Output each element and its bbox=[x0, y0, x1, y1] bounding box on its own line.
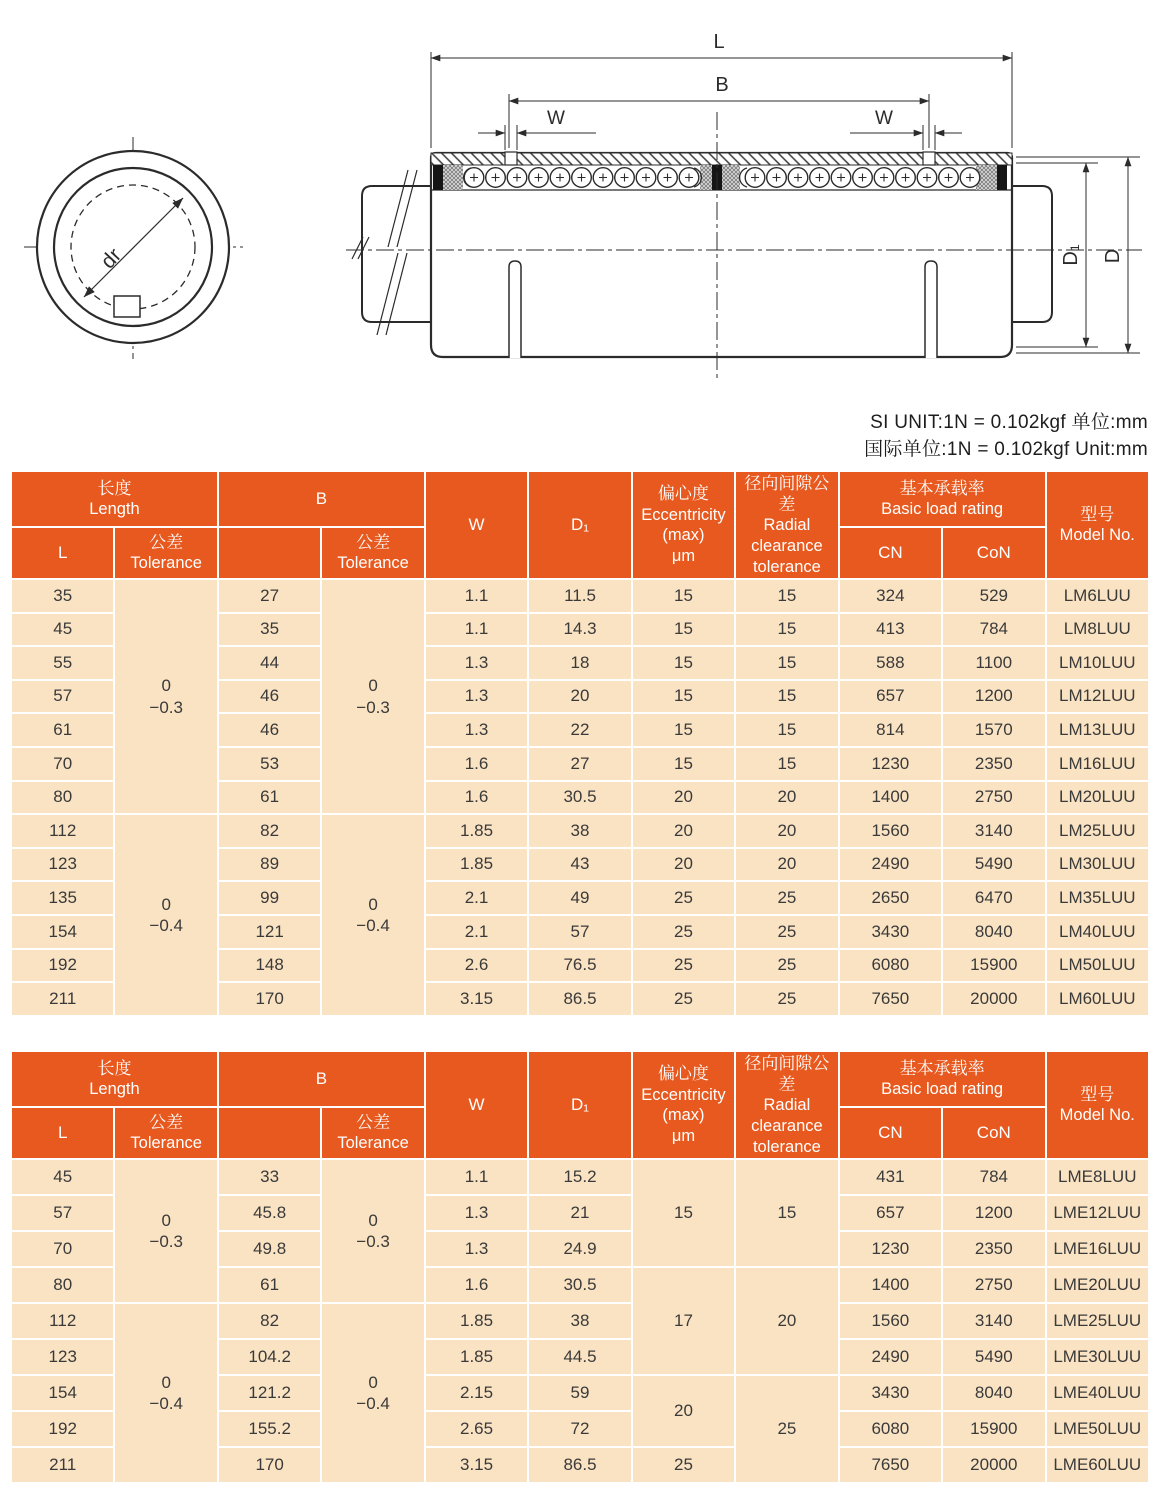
cell-l: 211 bbox=[11, 982, 114, 1016]
cell-con: 2750 bbox=[942, 781, 1045, 815]
cell-ecc: 20 bbox=[632, 848, 735, 882]
dim-label-W-left: W bbox=[547, 108, 565, 129]
seal-right bbox=[997, 165, 1007, 190]
cell-w: 1.1 bbox=[425, 579, 528, 613]
cell-radial: 20 bbox=[735, 848, 838, 882]
cell-ecc: 20 bbox=[632, 814, 735, 848]
cell-cn: 2490 bbox=[839, 1339, 942, 1375]
cell-l: 61 bbox=[11, 713, 114, 747]
cell-cn: 814 bbox=[839, 713, 942, 747]
table-row bbox=[11, 814, 1149, 848]
cell-con: 5490 bbox=[942, 1339, 1045, 1375]
cell-model: LME8LUU bbox=[1046, 1159, 1149, 1195]
cell-cn: 3430 bbox=[839, 1375, 942, 1411]
cell-d1: 44.5 bbox=[528, 1339, 631, 1375]
cell-cn: 1400 bbox=[839, 781, 942, 815]
cell-ecc: 20 bbox=[632, 781, 735, 815]
cell-con: 20000 bbox=[942, 1447, 1045, 1483]
section-view bbox=[346, 112, 1142, 379]
cell-cn: 7650 bbox=[839, 1447, 942, 1483]
cell-ecc: 15 bbox=[632, 646, 735, 680]
cell-cn: 6080 bbox=[839, 1411, 942, 1447]
cell-radial: 15 bbox=[735, 579, 838, 613]
cell-cn: 588 bbox=[839, 646, 942, 680]
th-l-tolerance: 公差 Tolerance bbox=[114, 1107, 217, 1159]
cell-radial: 20 bbox=[735, 781, 838, 815]
cell-d1: 38 bbox=[528, 814, 631, 848]
cell-b: 45.8 bbox=[218, 1195, 321, 1231]
cell-w: 1.3 bbox=[425, 1195, 528, 1231]
ball-row-right bbox=[745, 168, 980, 188]
cell-w: 1.1 bbox=[425, 1159, 528, 1195]
cell-cn: 2650 bbox=[839, 881, 942, 915]
cell-l: 80 bbox=[11, 1267, 114, 1303]
th-radial-clearance: 径向间隙公差 Radial clearance tolerance bbox=[735, 471, 838, 579]
cell-b: 44 bbox=[218, 646, 321, 680]
cell-cn: 657 bbox=[839, 1195, 942, 1231]
cell-w: 1.3 bbox=[425, 713, 528, 747]
cell-b: 53 bbox=[218, 747, 321, 781]
cell-ecc: 25 bbox=[632, 1447, 735, 1483]
cell-d1: 38 bbox=[528, 1303, 631, 1339]
th-model: 型号 Model No. bbox=[1046, 1051, 1149, 1159]
cell-cn: 7650 bbox=[839, 982, 942, 1016]
cell-l: 192 bbox=[11, 949, 114, 983]
cell-ecc: 25 bbox=[632, 982, 735, 1016]
cell-b: 89 bbox=[218, 848, 321, 882]
cell-w: 1.3 bbox=[425, 680, 528, 714]
cell-l_tol: 0 −0.4 bbox=[114, 1303, 217, 1483]
cell-w: 2.1 bbox=[425, 915, 528, 949]
cell-l: 112 bbox=[11, 1303, 114, 1339]
cell-con: 20000 bbox=[942, 982, 1045, 1016]
cell-ecc: 25 bbox=[632, 881, 735, 915]
cell-model: LM8LUU bbox=[1046, 613, 1149, 647]
cell-radial: 25 bbox=[735, 982, 838, 1016]
cell-model: LM25LUU bbox=[1046, 814, 1149, 848]
cell-b: 148 bbox=[218, 949, 321, 983]
th-d1: D₁ bbox=[528, 1051, 631, 1159]
cell-l: 135 bbox=[11, 881, 114, 915]
cell-b_tol: 0 −0.4 bbox=[321, 1303, 424, 1483]
dim-label-L: L bbox=[713, 31, 725, 53]
cell-radial: 20 bbox=[735, 1267, 838, 1375]
cell-con: 784 bbox=[942, 613, 1045, 647]
cell-cn: 1400 bbox=[839, 1267, 942, 1303]
cell-w: 3.15 bbox=[425, 982, 528, 1016]
cell-model: LME16LUU bbox=[1046, 1231, 1149, 1267]
dr-dimension-label: dr bbox=[96, 243, 127, 274]
cell-l: 55 bbox=[11, 646, 114, 680]
cell-d1: 24.9 bbox=[528, 1231, 631, 1267]
cell-model: LM20LUU bbox=[1046, 781, 1149, 815]
cell-w: 2.65 bbox=[425, 1411, 528, 1447]
cell-cn: 1560 bbox=[839, 814, 942, 848]
dim-label-D: D bbox=[1102, 248, 1124, 264]
cell-con: 1100 bbox=[942, 646, 1045, 680]
cell-l: 211 bbox=[11, 1447, 114, 1483]
cell-radial: 15 bbox=[735, 1159, 838, 1267]
cell-radial: 15 bbox=[735, 747, 838, 781]
th-l: L bbox=[11, 1107, 114, 1159]
table-row bbox=[11, 1159, 1149, 1195]
table-header bbox=[11, 471, 1149, 579]
cell-radial: 15 bbox=[735, 680, 838, 714]
th-cn: CN bbox=[839, 1107, 942, 1159]
retainer-left bbox=[443, 165, 463, 190]
units-note-line1: SI UNIT:1N = 0.102kgf 单位:mm bbox=[870, 412, 1148, 433]
cell-l: 80 bbox=[11, 781, 114, 815]
cell-cn: 324 bbox=[839, 579, 942, 613]
cell-con: 3140 bbox=[942, 814, 1045, 848]
cell-con: 529 bbox=[942, 579, 1045, 613]
cell-con: 8040 bbox=[942, 915, 1045, 949]
cell-con: 6470 bbox=[942, 881, 1045, 915]
cell-d1: 72 bbox=[528, 1411, 631, 1447]
cell-radial: 25 bbox=[735, 881, 838, 915]
cell-d1: 15.2 bbox=[528, 1159, 631, 1195]
table-body bbox=[11, 579, 1149, 1016]
cell-ecc: 17 bbox=[632, 1267, 735, 1375]
snap-ring-groove-left bbox=[505, 152, 517, 165]
th-radial-clearance: 径向间隙公差 Radial clearance tolerance bbox=[735, 1051, 838, 1159]
cell-model: LME60LUU bbox=[1046, 1447, 1149, 1483]
cell-w: 1.3 bbox=[425, 1231, 528, 1267]
cell-l: 154 bbox=[11, 1375, 114, 1411]
cell-ecc: 20 bbox=[632, 1375, 735, 1447]
cell-model: LME50LUU bbox=[1046, 1411, 1149, 1447]
seal-left bbox=[433, 165, 443, 190]
cell-l: 45 bbox=[11, 613, 114, 647]
cell-con: 3140 bbox=[942, 1303, 1045, 1339]
th-w: W bbox=[425, 1051, 528, 1159]
cell-w: 1.85 bbox=[425, 1303, 528, 1339]
cell-b: 170 bbox=[218, 1447, 321, 1483]
cell-w: 1.1 bbox=[425, 613, 528, 647]
cell-l_tol: 0 −0.3 bbox=[114, 1159, 217, 1303]
cell-model: LME30LUU bbox=[1046, 1339, 1149, 1375]
retainer-mid-right bbox=[722, 165, 740, 190]
cell-b: 46 bbox=[218, 680, 321, 714]
cell-l: 57 bbox=[11, 1195, 114, 1231]
cell-b: 27 bbox=[218, 579, 321, 613]
cell-w: 2.1 bbox=[425, 881, 528, 915]
cell-model: LM12LUU bbox=[1046, 680, 1149, 714]
cell-b: 99 bbox=[218, 881, 321, 915]
table-header bbox=[11, 1051, 1149, 1159]
th-cn: CN bbox=[839, 527, 942, 579]
cell-d1: 86.5 bbox=[528, 1447, 631, 1483]
cell-d1: 22 bbox=[528, 713, 631, 747]
table-row bbox=[11, 579, 1149, 613]
cell-d1: 59 bbox=[528, 1375, 631, 1411]
cell-model: LME25LUU bbox=[1046, 1303, 1149, 1339]
cell-con: 784 bbox=[942, 1159, 1045, 1195]
cell-b_tol: 0 −0.3 bbox=[321, 579, 424, 814]
cell-w: 3.15 bbox=[425, 1447, 528, 1483]
cell-l: 45 bbox=[11, 1159, 114, 1195]
cell-ecc: 15 bbox=[632, 680, 735, 714]
cell-w: 1.6 bbox=[425, 747, 528, 781]
bottom-slot-right bbox=[925, 261, 937, 358]
cell-model: LM6LUU bbox=[1046, 579, 1149, 613]
dim-label-W-right: W bbox=[875, 108, 893, 129]
cell-b: 49.8 bbox=[218, 1231, 321, 1267]
snap-ring-groove-right bbox=[923, 152, 935, 165]
cell-w: 1.6 bbox=[425, 781, 528, 815]
cell-b: 155.2 bbox=[218, 1411, 321, 1447]
cell-b: 61 bbox=[218, 1267, 321, 1303]
cell-b: 82 bbox=[218, 1303, 321, 1339]
cell-con: 5490 bbox=[942, 848, 1045, 882]
table-body bbox=[11, 1159, 1149, 1483]
th-load-group: 基本承载率 Basic load rating bbox=[839, 1051, 1046, 1107]
dim-label-B: B bbox=[715, 74, 729, 96]
th-length-group: 长度 Length bbox=[11, 1051, 218, 1107]
cell-l: 123 bbox=[11, 848, 114, 882]
cell-d1: 57 bbox=[528, 915, 631, 949]
cell-b: 82 bbox=[218, 814, 321, 848]
cell-cn: 657 bbox=[839, 680, 942, 714]
cell-cn: 413 bbox=[839, 613, 942, 647]
cell-ecc: 25 bbox=[632, 949, 735, 983]
cell-d1: 49 bbox=[528, 881, 631, 915]
cell-con: 1200 bbox=[942, 1195, 1045, 1231]
cell-w: 1.3 bbox=[425, 646, 528, 680]
cell-l: 192 bbox=[11, 1411, 114, 1447]
cell-d1: 14.3 bbox=[528, 613, 631, 647]
cell-d1: 11.5 bbox=[528, 579, 631, 613]
end-view bbox=[24, 137, 243, 359]
cell-con: 15900 bbox=[942, 949, 1045, 983]
cell-b: 33 bbox=[218, 1159, 321, 1195]
cell-con: 8040 bbox=[942, 1375, 1045, 1411]
cell-w: 1.6 bbox=[425, 1267, 528, 1303]
cell-l: 35 bbox=[11, 579, 114, 613]
cell-radial: 25 bbox=[735, 915, 838, 949]
cell-model: LM30LUU bbox=[1046, 848, 1149, 882]
th-w: W bbox=[425, 471, 528, 579]
cell-b: 121 bbox=[218, 915, 321, 949]
cell-b: 35 bbox=[218, 613, 321, 647]
cell-d1: 86.5 bbox=[528, 982, 631, 1016]
cell-b: 46 bbox=[218, 713, 321, 747]
cell-ecc: 15 bbox=[632, 613, 735, 647]
cell-d1: 18 bbox=[528, 646, 631, 680]
cell-con: 1570 bbox=[942, 713, 1045, 747]
th-b-tolerance: 公差 Tolerance bbox=[321, 1107, 424, 1159]
cell-d1: 27 bbox=[528, 747, 631, 781]
dimensions-table-lm bbox=[10, 470, 1150, 1017]
cell-b: 61 bbox=[218, 781, 321, 815]
cell-con: 15900 bbox=[942, 1411, 1045, 1447]
units-note-line2: 国际单位:1N = 0.102kgf Unit:mm bbox=[864, 438, 1148, 460]
cell-radial: 15 bbox=[735, 613, 838, 647]
cell-b_tol: 0 −0.3 bbox=[321, 1159, 424, 1303]
cell-radial: 15 bbox=[735, 646, 838, 680]
cell-model: LM40LUU bbox=[1046, 915, 1149, 949]
cell-w: 1.85 bbox=[425, 848, 528, 882]
th-model: 型号 Model No. bbox=[1046, 471, 1149, 579]
ball-row-left bbox=[464, 168, 699, 188]
th-b-group: B bbox=[218, 471, 425, 527]
cell-cn: 3430 bbox=[839, 915, 942, 949]
cell-l_tol: 0 −0.3 bbox=[114, 579, 217, 814]
th-l: L bbox=[11, 527, 114, 579]
cell-ecc: 15 bbox=[632, 579, 735, 613]
cell-b: 104.2 bbox=[218, 1339, 321, 1375]
cell-cn: 2490 bbox=[839, 848, 942, 882]
cell-model: LME12LUU bbox=[1046, 1195, 1149, 1231]
cell-w: 2.6 bbox=[425, 949, 528, 983]
cell-model: LME40LUU bbox=[1046, 1375, 1149, 1411]
cell-d1: 43 bbox=[528, 848, 631, 882]
cell-cn: 1560 bbox=[839, 1303, 942, 1339]
cell-model: LM60LUU bbox=[1046, 982, 1149, 1016]
cell-b: 121.2 bbox=[218, 1375, 321, 1411]
th-b-tolerance: 公差 Tolerance bbox=[321, 527, 424, 579]
cell-radial: 25 bbox=[735, 949, 838, 983]
cell-l: 154 bbox=[11, 915, 114, 949]
th-b-group: B bbox=[218, 1051, 425, 1107]
cell-model: LM50LUU bbox=[1046, 949, 1149, 983]
th-l-tolerance: 公差 Tolerance bbox=[114, 527, 217, 579]
cell-l: 57 bbox=[11, 680, 114, 714]
cell-model: LM16LUU bbox=[1046, 747, 1149, 781]
th-load-group: 基本承载率 Basic load rating bbox=[839, 471, 1046, 527]
cell-l: 123 bbox=[11, 1339, 114, 1375]
th-length-group: 长度 Length bbox=[11, 471, 218, 527]
cell-l_tol: 0 −0.4 bbox=[114, 814, 217, 1016]
th-eccentricity: 偏心度 Eccentricity (max) μm bbox=[632, 471, 735, 579]
cell-d1: 76.5 bbox=[528, 949, 631, 983]
cell-w: 2.15 bbox=[425, 1375, 528, 1411]
cell-con: 2350 bbox=[942, 747, 1045, 781]
cell-w: 1.85 bbox=[425, 1339, 528, 1375]
table-row bbox=[11, 1303, 1149, 1339]
cell-cn: 431 bbox=[839, 1159, 942, 1195]
cell-d1: 21 bbox=[528, 1195, 631, 1231]
cell-con: 2750 bbox=[942, 1267, 1045, 1303]
th-eccentricity: 偏心度 Eccentricity (max) μm bbox=[632, 1051, 735, 1159]
cell-con: 1200 bbox=[942, 680, 1045, 714]
cell-ecc: 15 bbox=[632, 747, 735, 781]
cell-d1: 30.5 bbox=[528, 1267, 631, 1303]
cell-l: 70 bbox=[11, 747, 114, 781]
cell-model: LM13LUU bbox=[1046, 713, 1149, 747]
cell-con: 2350 bbox=[942, 1231, 1045, 1267]
th-con: CoN bbox=[942, 1107, 1045, 1159]
cell-d1: 20 bbox=[528, 680, 631, 714]
th-b-value bbox=[218, 527, 321, 579]
cell-cn: 1230 bbox=[839, 747, 942, 781]
keyway bbox=[114, 296, 140, 317]
bottom-slot-left bbox=[509, 261, 521, 358]
cell-d1: 30.5 bbox=[528, 781, 631, 815]
cell-ecc: 25 bbox=[632, 915, 735, 949]
cell-b: 170 bbox=[218, 982, 321, 1016]
cell-b_tol: 0 −0.4 bbox=[321, 814, 424, 1016]
cell-cn: 6080 bbox=[839, 949, 942, 983]
cell-model: LM35LUU bbox=[1046, 881, 1149, 915]
cell-radial: 15 bbox=[735, 713, 838, 747]
dimensions-table-lme bbox=[10, 1050, 1150, 1484]
cell-radial: 25 bbox=[735, 1375, 838, 1483]
cell-ecc: 15 bbox=[632, 713, 735, 747]
cell-model: LME20LUU bbox=[1046, 1267, 1149, 1303]
dim-label-D1: D₁ bbox=[1060, 244, 1082, 266]
cell-l: 112 bbox=[11, 814, 114, 848]
th-b-value bbox=[218, 1107, 321, 1159]
cell-l: 70 bbox=[11, 1231, 114, 1267]
cell-model: LM10LUU bbox=[1046, 646, 1149, 680]
th-d1: D₁ bbox=[528, 471, 631, 579]
shaft-right bbox=[1012, 186, 1052, 322]
bearing-technical-drawing bbox=[0, 0, 1160, 405]
th-con: CoN bbox=[942, 527, 1045, 579]
shaft-left bbox=[362, 186, 431, 322]
units-note bbox=[864, 410, 1148, 464]
cell-w: 1.85 bbox=[425, 814, 528, 848]
cell-cn: 1230 bbox=[839, 1231, 942, 1267]
cell-ecc: 15 bbox=[632, 1159, 735, 1267]
cell-radial: 20 bbox=[735, 814, 838, 848]
